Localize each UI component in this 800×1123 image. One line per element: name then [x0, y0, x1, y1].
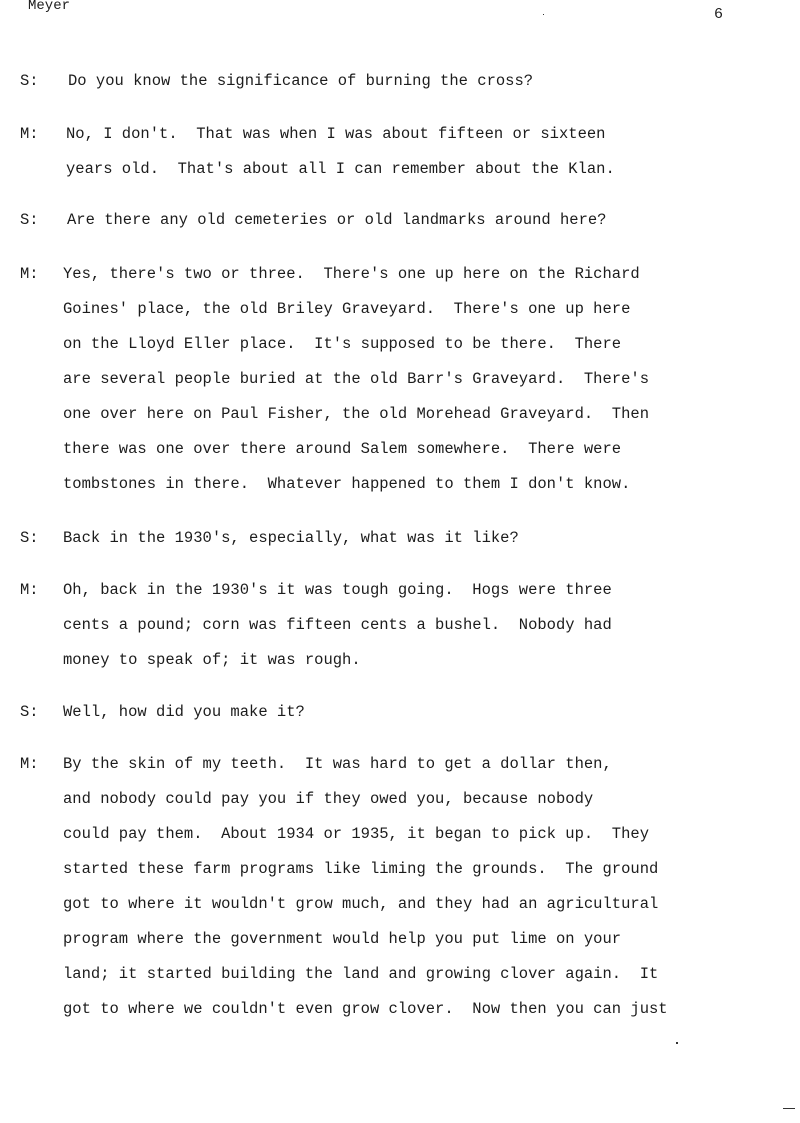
speaker-label: S: — [20, 211, 39, 229]
speaker-label: M: — [20, 581, 39, 599]
scan-speck — [676, 1042, 678, 1044]
transcript-line: and nobody could pay you if they owed you, because nobody — [63, 790, 594, 808]
transcript-line: Well, how did you make it? — [63, 703, 305, 721]
transcript-line: could pay them. About 1934 or 1935, it began to pick up. They — [63, 825, 649, 843]
scan-line — [783, 1108, 795, 1109]
speaker-label: S: — [20, 72, 39, 90]
speaker-label: M: — [20, 125, 39, 143]
page-number: 6 — [714, 6, 724, 23]
transcript-line: money to speak of; it was rough. — [63, 651, 361, 669]
transcript-line: Are there any old cemeteries or old landmarks around here? — [67, 211, 607, 229]
transcript-line: cents a pound; corn was fifteen cents a bushel. Nobody had — [63, 616, 612, 634]
transcript-line: years old. That's about all I can remember about the Klan. — [66, 160, 615, 178]
transcript-line: on the Lloyd Eller place. It's supposed to be there. There — [63, 335, 622, 353]
speaker-label: M: — [20, 265, 39, 283]
transcript-line: tombstones in there. Whatever happened to them I don't know. — [63, 475, 631, 493]
transcript-line: land; it started building the land and growing clover again. It — [63, 965, 659, 983]
transcript-line: there was one over there around Salem somewhere. There were — [63, 440, 622, 458]
transcript-line: Do you know the significance of burning the cross? — [68, 72, 534, 90]
transcript-line: Goines' place, the old Briley Graveyard. There's one up here — [63, 300, 631, 318]
transcript-line: Yes, there's two or three. There's one up here on the Richard — [63, 265, 640, 283]
transcript-line: started these farm programs like liming the grounds. The ground — [63, 860, 659, 878]
transcript-line: Oh, back in the 1930's it was tough going. Hogs were three — [63, 581, 612, 599]
speaker-label: S: — [20, 703, 39, 721]
transcript-line: are several people buried at the old Barr's Graveyard. There's — [63, 370, 649, 388]
page-header-name: Meyer — [28, 0, 71, 14]
transcript-line: got to where it wouldn't grow much, and they had an agricultural — [63, 895, 659, 913]
transcript-line: got to where we couldn't even grow clover. Now then you can just — [63, 1000, 668, 1018]
transcript-line: No, I don't. That was when I was about fifteen or sixteen — [66, 125, 606, 143]
speaker-label: S: — [20, 529, 39, 547]
speaker-label: M: — [20, 755, 39, 773]
transcript-line: Back in the 1930's, especially, what was it like? — [63, 529, 519, 547]
transcript-line: program where the government would help you put lime on your — [63, 930, 622, 948]
transcript-line: By the skin of my teeth. It was hard to get a dollar then, — [63, 755, 612, 773]
transcript-line: one over here on Paul Fisher, the old Morehead Graveyard. Then — [63, 405, 649, 423]
scan-speck — [543, 14, 544, 15]
